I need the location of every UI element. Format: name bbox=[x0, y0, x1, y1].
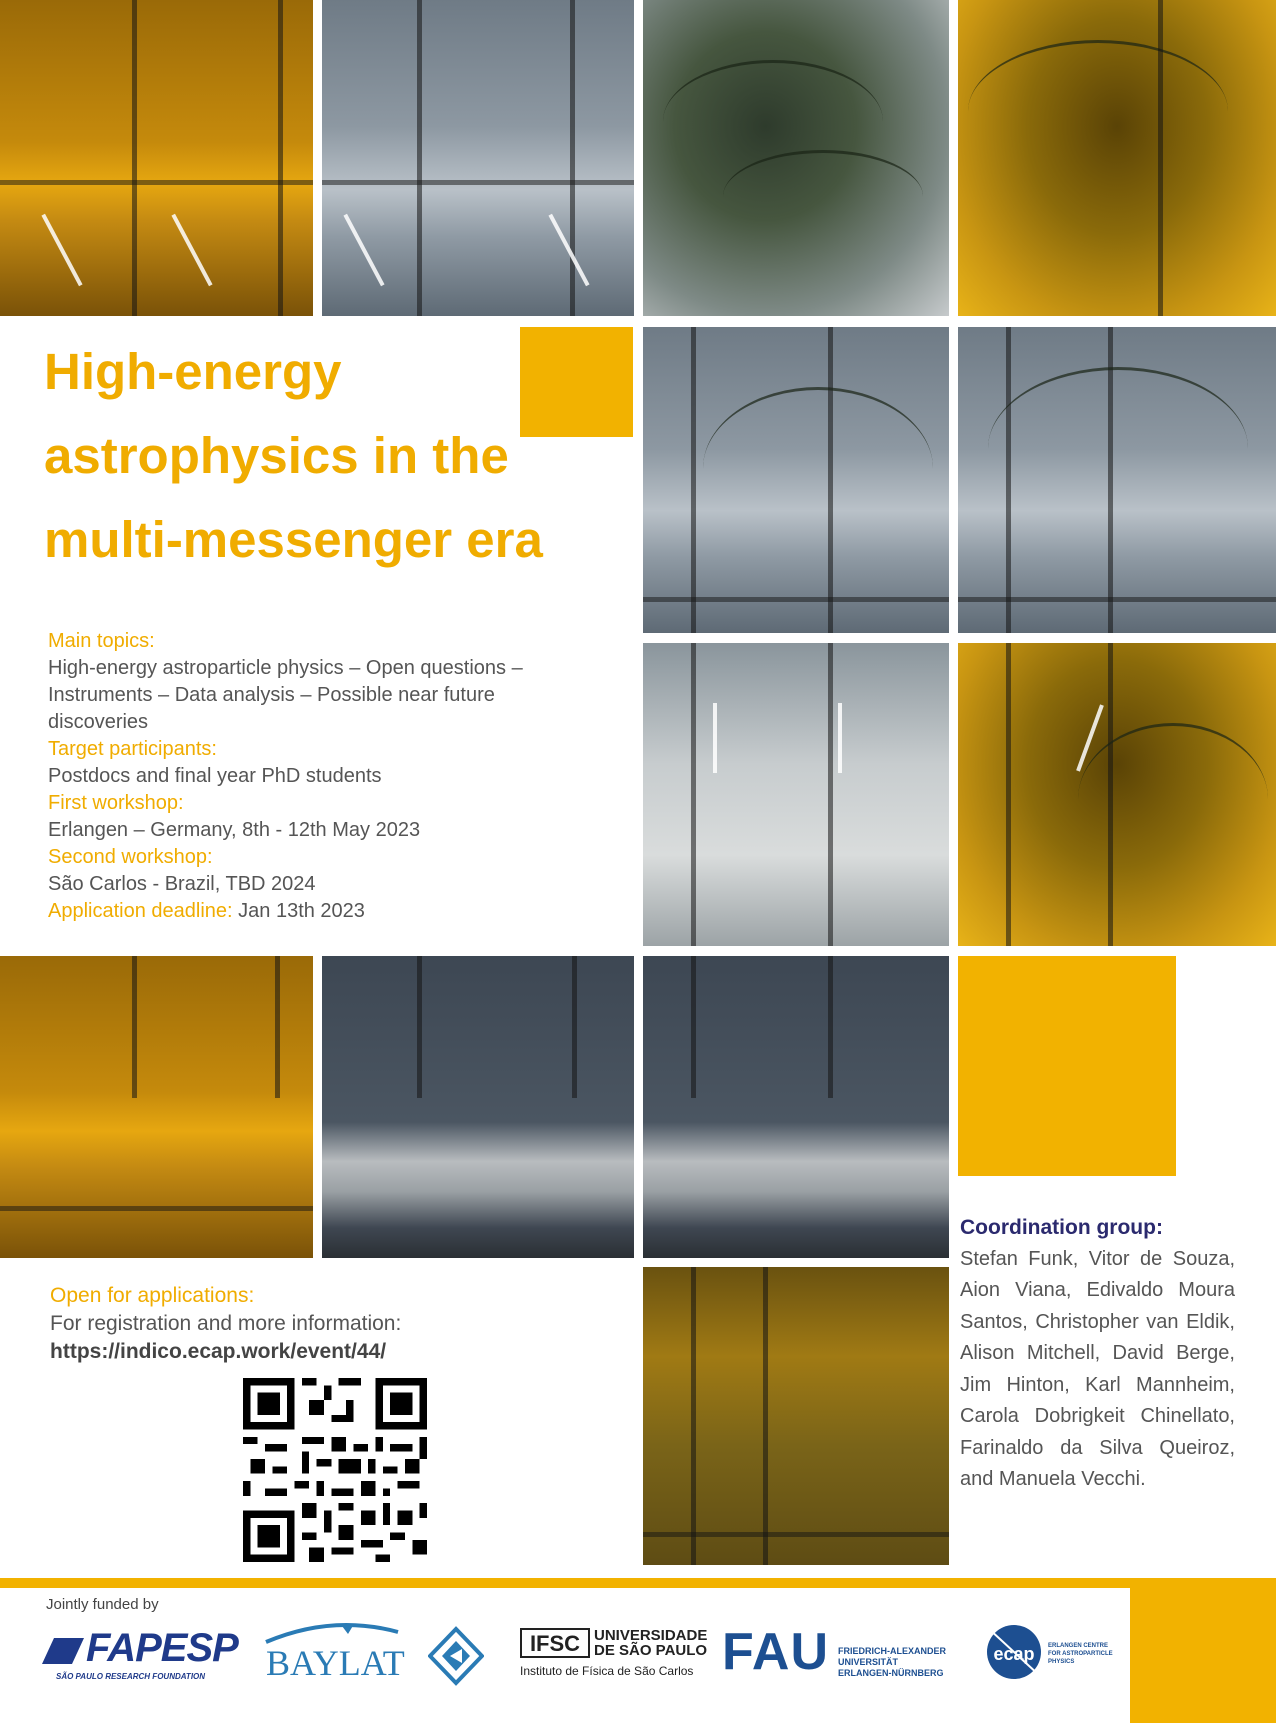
main-topics-label: Main topics: bbox=[48, 630, 155, 652]
photo-tile-pale-mid bbox=[643, 643, 949, 946]
deadline-row bbox=[48, 900, 365, 922]
usp-name-line-2: DE SÃO PAULO bbox=[594, 1642, 708, 1659]
qr-code[interactable] bbox=[243, 1378, 427, 1562]
yellow-square-right bbox=[958, 956, 1176, 1176]
open-applications-label: Open for applications: bbox=[50, 1284, 255, 1307]
baylat-logo bbox=[262, 1620, 412, 1690]
deadline-label: Application deadline: bbox=[48, 900, 233, 922]
funded-by-label: Jointly funded by bbox=[46, 1596, 159, 1613]
usp-logo bbox=[520, 1628, 710, 1684]
photo-tile-tree-amber-mid bbox=[958, 643, 1276, 946]
registration-text: For registration and more information: bbox=[50, 1312, 402, 1335]
photo-tile-amber-bottom bbox=[643, 1267, 949, 1565]
registration-link[interactable]: https://indico.ecap.work/event/44/ bbox=[50, 1340, 387, 1363]
svg-text:IFSC: IFSC bbox=[529, 1631, 581, 1656]
fau-wordmark: FAU bbox=[722, 1623, 829, 1681]
photo-tile-dark-lower-2 bbox=[643, 956, 949, 1258]
deadline-value: Jan 13th 2023 bbox=[232, 900, 365, 922]
photo-tile-tree-steel-mid-2 bbox=[958, 327, 1276, 633]
ifsc-wordmark-icon bbox=[520, 1628, 590, 1658]
title-line-1: High-energy bbox=[44, 343, 342, 400]
ecap-line-2: FOR ASTROPARTICLE bbox=[1048, 1651, 1113, 1657]
photo-tile-amber-top-left bbox=[0, 0, 313, 316]
fapesp-flag-icon bbox=[40, 1634, 84, 1670]
photo-tile-tree-top bbox=[643, 0, 949, 316]
photo-tile-tree-amber-top-right bbox=[958, 0, 1276, 316]
ecap-line-3: PHYSICS bbox=[1048, 1659, 1075, 1665]
fapesp-subtitle: SÃO PAULO RESEARCH FOUNDATION bbox=[56, 1672, 206, 1681]
coordination-names: Stefan Funk, Vitor de Souza, Aion Viana, Edivaldo Moura Santos, Christopher van Eldik, Alison Mitchell, David Berge, Jim Hinton, Karl Mannheim, Carola Dobrigkeit Chinellato, Farinaldo da Silva Queiroz, and Manuela Vecchi. bbox=[960, 1247, 1235, 1490]
ecap-logo bbox=[982, 1618, 1122, 1688]
target-participants-label: Target participants: bbox=[48, 738, 217, 760]
title-line-3: multi-messenger era bbox=[44, 511, 543, 568]
ecap-globe-icon bbox=[982, 1618, 1046, 1682]
ifsc-emblem-icon bbox=[428, 1625, 484, 1687]
first-workshop-label: First workshop: bbox=[48, 792, 184, 814]
first-workshop-value: Erlangen – Germany, 8th - 12th May 2023 bbox=[48, 819, 421, 841]
target-participants-value: Postdocs and final year PhD students bbox=[48, 765, 382, 787]
coordination-label: Coordination group: bbox=[960, 1216, 1163, 1239]
fapesp-wordmark: FAPESP bbox=[86, 1626, 238, 1670]
usp-name-line-1: UNIVERSIDADE bbox=[594, 1627, 708, 1644]
footer-yellow-block bbox=[1130, 1588, 1276, 1723]
poster-title bbox=[44, 330, 624, 582]
baylat-wordmark: BAYLAT bbox=[266, 1643, 405, 1683]
fau-line-2: UNIVERSITÄT bbox=[838, 1657, 899, 1667]
fau-line-1: FRIEDRICH-ALEXANDER bbox=[838, 1646, 946, 1656]
fau-logo bbox=[722, 1622, 962, 1686]
event-info bbox=[48, 628, 578, 925]
photo-tile-amber-lower-left bbox=[0, 956, 313, 1258]
usp-institute: Instituto de Física de São Carlos bbox=[520, 1664, 694, 1678]
second-workshop-label: Second workshop: bbox=[48, 846, 213, 868]
ifsc-emblem bbox=[428, 1625, 484, 1687]
main-topics-value: High-energy astroparticle physics – Open questions – Instruments – Data analysis – Possible near future discoveries bbox=[48, 657, 523, 733]
ecap-line-1: ERLANGEN CENTRE bbox=[1048, 1643, 1109, 1649]
title-line-2: astrophysics in the bbox=[44, 427, 509, 484]
fapesp-logo bbox=[40, 1626, 240, 1686]
photo-tile-steel-top bbox=[322, 0, 634, 316]
coordination-group bbox=[960, 1212, 1235, 1496]
photo-tile-tree-steel-mid-1 bbox=[643, 327, 949, 633]
applications-section bbox=[50, 1282, 610, 1366]
baylat-arc-icon bbox=[262, 1620, 402, 1644]
fau-line-3: ERLANGEN-NÜRNBERG bbox=[838, 1668, 944, 1678]
footer-bar bbox=[0, 1578, 1276, 1588]
svg-text:ecap: ecap bbox=[993, 1644, 1035, 1664]
second-workshop-value: São Carlos - Brazil, TBD 2024 bbox=[48, 873, 316, 895]
photo-tile-dark-lower-1 bbox=[322, 956, 634, 1258]
